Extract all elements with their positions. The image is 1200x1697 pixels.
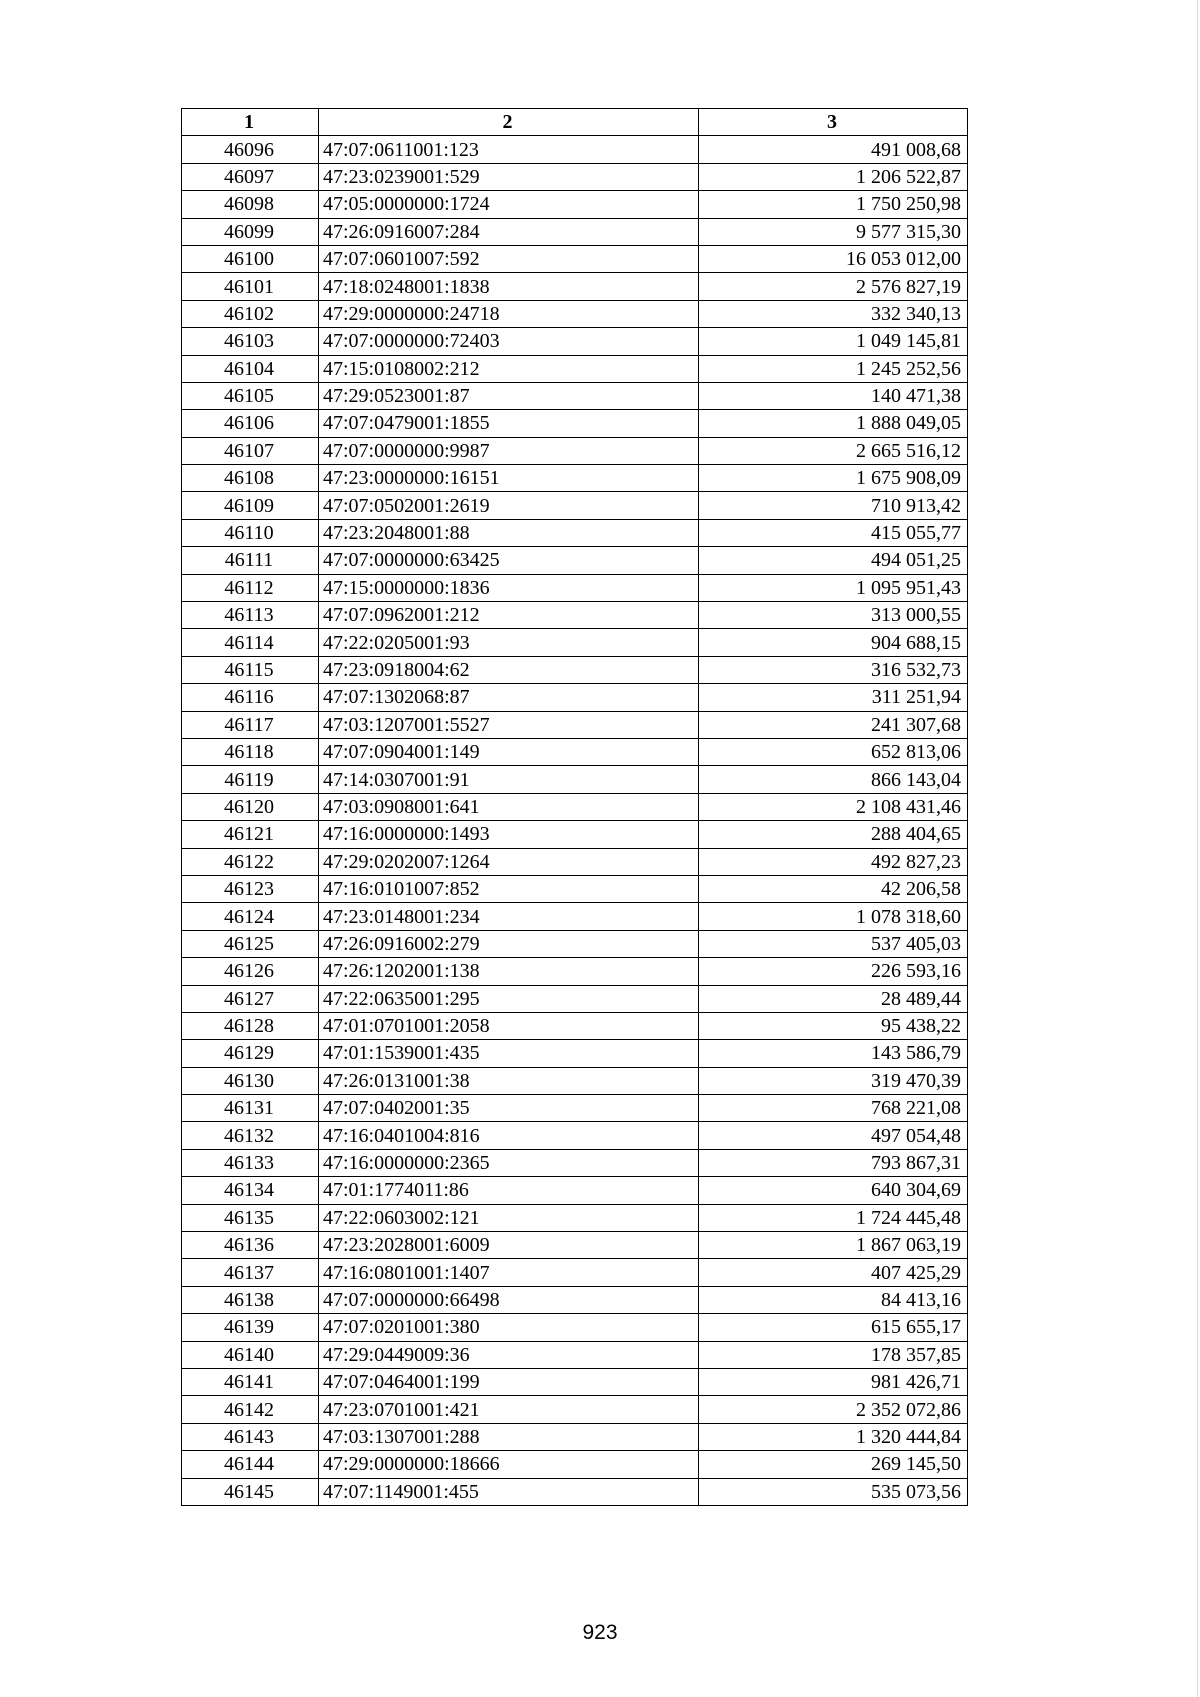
row-number-cell: 46122: [182, 848, 319, 875]
cadastral-number-cell: 47:29:0202007:1264: [319, 848, 699, 875]
table-row: [182, 1204, 968, 1231]
cadastral-number-cell: 47:07:0000000:63425: [319, 547, 699, 574]
cadastral-number-cell: 47:18:0248001:1838: [319, 273, 699, 300]
table-row: [182, 1177, 968, 1204]
row-number-cell: 46113: [182, 602, 319, 629]
value-cell: 42 206,58: [699, 875, 968, 902]
table-row: [182, 574, 968, 601]
row-number-cell: 46136: [182, 1232, 319, 1259]
value-cell: 1 049 145,81: [699, 328, 968, 355]
row-number-cell: 46110: [182, 519, 319, 546]
cadastral-number-cell: 47:16:0801001:1407: [319, 1259, 699, 1286]
value-cell: 535 073,56: [699, 1478, 968, 1505]
value-cell: 269 145,50: [699, 1451, 968, 1478]
cadastral-number-cell: 47:01:1539001:435: [319, 1040, 699, 1067]
page-edge-divider: [1197, 0, 1198, 1697]
table-row: [182, 1095, 968, 1122]
column-header-1: 1: [182, 109, 319, 136]
row-number-cell: 46145: [182, 1478, 319, 1505]
table-row: [182, 1259, 968, 1286]
cadastral-number-cell: 47:07:0000000:72403: [319, 328, 699, 355]
value-cell: 981 426,71: [699, 1368, 968, 1395]
value-cell: 178 357,85: [699, 1341, 968, 1368]
row-number-cell: 46102: [182, 300, 319, 327]
cadastral-number-cell: 47:07:1149001:455: [319, 1478, 699, 1505]
value-cell: 415 055,77: [699, 519, 968, 546]
column-header-2: 2: [319, 109, 699, 136]
table-row: [182, 465, 968, 492]
cadastral-number-cell: 47:07:0502001:2619: [319, 492, 699, 519]
row-number-cell: 46118: [182, 738, 319, 765]
row-number-cell: 46127: [182, 985, 319, 1012]
page-number: 923: [582, 1621, 618, 1644]
table-row: [182, 903, 968, 930]
value-cell: 793 867,31: [699, 1149, 968, 1176]
cadastral-number-cell: 47:29:0000000:24718: [319, 300, 699, 327]
value-cell: 537 405,03: [699, 930, 968, 957]
table-row: [182, 1286, 968, 1313]
table-row: [182, 547, 968, 574]
row-number-cell: 46135: [182, 1204, 319, 1231]
value-cell: 615 655,17: [699, 1314, 968, 1341]
table-row: [182, 684, 968, 711]
value-cell: 1 078 318,60: [699, 903, 968, 930]
cadastral-number-cell: 47:15:0108002:212: [319, 355, 699, 382]
row-number-cell: 46133: [182, 1149, 319, 1176]
row-number-cell: 46121: [182, 821, 319, 848]
value-cell: 95 438,22: [699, 1012, 968, 1039]
value-cell: 2 665 516,12: [699, 437, 968, 464]
cadastral-number-cell: 47:03:0908001:641: [319, 793, 699, 820]
table-row: [182, 1232, 968, 1259]
row-number-cell: 46140: [182, 1341, 319, 1368]
row-number-cell: 46099: [182, 218, 319, 245]
table-row: [182, 793, 968, 820]
cadastral-number-cell: 47:07:0000000:9987: [319, 437, 699, 464]
table-row: [182, 766, 968, 793]
row-number-cell: 46116: [182, 684, 319, 711]
table-row: [182, 328, 968, 355]
value-cell: 288 404,65: [699, 821, 968, 848]
table-row: [182, 1368, 968, 1395]
row-number-cell: 46114: [182, 629, 319, 656]
value-cell: 1 320 444,84: [699, 1423, 968, 1450]
row-number-cell: 46139: [182, 1314, 319, 1341]
value-cell: 652 813,06: [699, 738, 968, 765]
value-cell: 226 593,16: [699, 958, 968, 985]
cadastral-number-cell: 47:26:0916002:279: [319, 930, 699, 957]
cadastral-number-cell: 47:23:0239001:529: [319, 163, 699, 190]
row-number-cell: 46112: [182, 574, 319, 601]
cadastral-number-cell: 47:16:0101007:852: [319, 875, 699, 902]
cadastral-number-cell: 47:29:0523001:87: [319, 382, 699, 409]
row-number-cell: 46117: [182, 711, 319, 738]
value-cell: 407 425,29: [699, 1259, 968, 1286]
row-number-cell: 46097: [182, 163, 319, 190]
column-header-3: 3: [699, 109, 968, 136]
cadastral-number-cell: 47:23:0918004:62: [319, 656, 699, 683]
value-cell: 2 576 827,19: [699, 273, 968, 300]
row-number-cell: 46126: [182, 958, 319, 985]
table-header: [182, 109, 968, 136]
table-row: [182, 1341, 968, 1368]
table-row: [182, 382, 968, 409]
cadastral-number-cell: 47:01:0701001:2058: [319, 1012, 699, 1039]
table-body: [182, 136, 968, 1506]
table-row: [182, 958, 968, 985]
row-number-cell: 46142: [182, 1396, 319, 1423]
cadastral-number-cell: 47:29:0000000:18666: [319, 1451, 699, 1478]
cadastral-number-cell: 47:03:1207001:5527: [319, 711, 699, 738]
cadastral-number-cell: 47:07:0464001:199: [319, 1368, 699, 1395]
row-number-cell: 46120: [182, 793, 319, 820]
table-row: [182, 1423, 968, 1450]
table-row: [182, 985, 968, 1012]
table-row: [182, 711, 968, 738]
row-number-cell: 46129: [182, 1040, 319, 1067]
row-number-cell: 46115: [182, 656, 319, 683]
table-row: [182, 1067, 968, 1094]
cadastral-number-cell: 47:26:0131001:38: [319, 1067, 699, 1094]
row-number-cell: 46143: [182, 1423, 319, 1450]
row-number-cell: 46141: [182, 1368, 319, 1395]
row-number-cell: 46100: [182, 245, 319, 272]
value-cell: 316 532,73: [699, 656, 968, 683]
value-cell: 2 108 431,46: [699, 793, 968, 820]
value-cell: 904 688,15: [699, 629, 968, 656]
header-row: [182, 109, 968, 136]
row-number-cell: 46119: [182, 766, 319, 793]
cadastral-number-cell: 47:07:0402001:35: [319, 1095, 699, 1122]
cadastral-number-cell: 47:01:1774011:86: [319, 1177, 699, 1204]
value-cell: 494 051,25: [699, 547, 968, 574]
cadastral-number-cell: 47:07:0601007:592: [319, 245, 699, 272]
row-number-cell: 46103: [182, 328, 319, 355]
table-row: [182, 875, 968, 902]
table-row: [182, 273, 968, 300]
value-cell: 143 586,79: [699, 1040, 968, 1067]
cadastral-number-cell: 47:23:2028001:6009: [319, 1232, 699, 1259]
value-cell: 84 413,16: [699, 1286, 968, 1313]
cadastral-number-cell: 47:05:0000000:1724: [319, 191, 699, 218]
value-cell: 16 053 012,00: [699, 245, 968, 272]
value-cell: 1 206 522,87: [699, 163, 968, 190]
table-row: [182, 519, 968, 546]
cadastral-number-cell: 47:07:1302068:87: [319, 684, 699, 711]
row-number-cell: 46134: [182, 1177, 319, 1204]
value-cell: 332 340,13: [699, 300, 968, 327]
cadastral-number-cell: 47:15:0000000:1836: [319, 574, 699, 601]
table-row: [182, 300, 968, 327]
table-row: [182, 1012, 968, 1039]
value-cell: 866 143,04: [699, 766, 968, 793]
table-row: [182, 410, 968, 437]
value-cell: 1 888 049,05: [699, 410, 968, 437]
cadastral-number-cell: 47:07:0201001:380: [319, 1314, 699, 1341]
cadastral-number-cell: 47:16:0000000:1493: [319, 821, 699, 848]
cadastral-number-cell: 47:23:0701001:421: [319, 1396, 699, 1423]
cadastral-number-cell: 47:22:0603002:121: [319, 1204, 699, 1231]
row-number-cell: 46132: [182, 1122, 319, 1149]
table-row: [182, 355, 968, 382]
cadastral-number-cell: 47:07:0611001:123: [319, 136, 699, 163]
row-number-cell: 46131: [182, 1095, 319, 1122]
value-cell: 768 221,08: [699, 1095, 968, 1122]
data-table: [181, 108, 968, 1506]
value-cell: 140 471,38: [699, 382, 968, 409]
value-cell: 1 245 252,56: [699, 355, 968, 382]
table-row: [182, 492, 968, 519]
row-number-cell: 46104: [182, 355, 319, 382]
row-number-cell: 46137: [182, 1259, 319, 1286]
table-row: [182, 245, 968, 272]
table-row: [182, 1314, 968, 1341]
table-row: [182, 656, 968, 683]
value-cell: 640 304,69: [699, 1177, 968, 1204]
table-row: [182, 738, 968, 765]
table-row: [182, 437, 968, 464]
table-row: [182, 136, 968, 163]
table-row: [182, 1396, 968, 1423]
value-cell: 1 724 445,48: [699, 1204, 968, 1231]
value-cell: 1 675 908,09: [699, 465, 968, 492]
cadastral-number-cell: 47:03:1307001:288: [319, 1423, 699, 1450]
table-row: [182, 1149, 968, 1176]
cadastral-number-cell: 47:29:0449009:36: [319, 1341, 699, 1368]
value-cell: 319 470,39: [699, 1067, 968, 1094]
table-row: [182, 163, 968, 190]
cadastral-number-cell: 47:16:0000000:2365: [319, 1149, 699, 1176]
row-number-cell: 46108: [182, 465, 319, 492]
row-number-cell: 46123: [182, 875, 319, 902]
row-number-cell: 46109: [182, 492, 319, 519]
row-number-cell: 46144: [182, 1451, 319, 1478]
cadastral-number-cell: 47:07:0962001:212: [319, 602, 699, 629]
value-cell: 2 352 072,86: [699, 1396, 968, 1423]
table-row: [182, 930, 968, 957]
value-cell: 710 913,42: [699, 492, 968, 519]
value-cell: 491 008,68: [699, 136, 968, 163]
table-row: [182, 1122, 968, 1149]
table-row: [182, 218, 968, 245]
table-row: [182, 821, 968, 848]
table-row: [182, 1451, 968, 1478]
table-row: [182, 629, 968, 656]
row-number-cell: 46138: [182, 1286, 319, 1313]
row-number-cell: 46105: [182, 382, 319, 409]
row-number-cell: 46098: [182, 191, 319, 218]
cadastral-number-cell: 47:14:0307001:91: [319, 766, 699, 793]
table-row: [182, 1040, 968, 1067]
row-number-cell: 46107: [182, 437, 319, 464]
table-row: [182, 191, 968, 218]
cadastral-number-cell: 47:22:0635001:295: [319, 985, 699, 1012]
table-row: [182, 848, 968, 875]
value-cell: 9 577 315,30: [699, 218, 968, 245]
cadastral-number-cell: 47:07:0479001:1855: [319, 410, 699, 437]
value-cell: 313 000,55: [699, 602, 968, 629]
cadastral-number-cell: 47:22:0205001:93: [319, 629, 699, 656]
cadastral-number-cell: 47:07:0904001:149: [319, 738, 699, 765]
cadastral-number-cell: 47:16:0401004:816: [319, 1122, 699, 1149]
cadastral-number-cell: 47:23:0148001:234: [319, 903, 699, 930]
cadastral-number-cell: 47:23:0000000:16151: [319, 465, 699, 492]
cadastral-number-cell: 47:23:2048001:88: [319, 519, 699, 546]
value-cell: 497 054,48: [699, 1122, 968, 1149]
row-number-cell: 46111: [182, 547, 319, 574]
row-number-cell: 46125: [182, 930, 319, 957]
value-cell: 492 827,23: [699, 848, 968, 875]
cadastral-number-cell: 47:07:0000000:66498: [319, 1286, 699, 1313]
value-cell: 311 251,94: [699, 684, 968, 711]
value-cell: 1 750 250,98: [699, 191, 968, 218]
value-cell: 28 489,44: [699, 985, 968, 1012]
cadastral-number-cell: 47:26:0916007:284: [319, 218, 699, 245]
row-number-cell: 46128: [182, 1012, 319, 1039]
value-cell: 1 095 951,43: [699, 574, 968, 601]
value-cell: 241 307,68: [699, 711, 968, 738]
table-row: [182, 602, 968, 629]
row-number-cell: 46106: [182, 410, 319, 437]
cadastral-number-cell: 47:26:1202001:138: [319, 958, 699, 985]
row-number-cell: 46124: [182, 903, 319, 930]
row-number-cell: 46101: [182, 273, 319, 300]
row-number-cell: 46096: [182, 136, 319, 163]
row-number-cell: 46130: [182, 1067, 319, 1094]
value-cell: 1 867 063,19: [699, 1232, 968, 1259]
table-row: [182, 1478, 968, 1505]
